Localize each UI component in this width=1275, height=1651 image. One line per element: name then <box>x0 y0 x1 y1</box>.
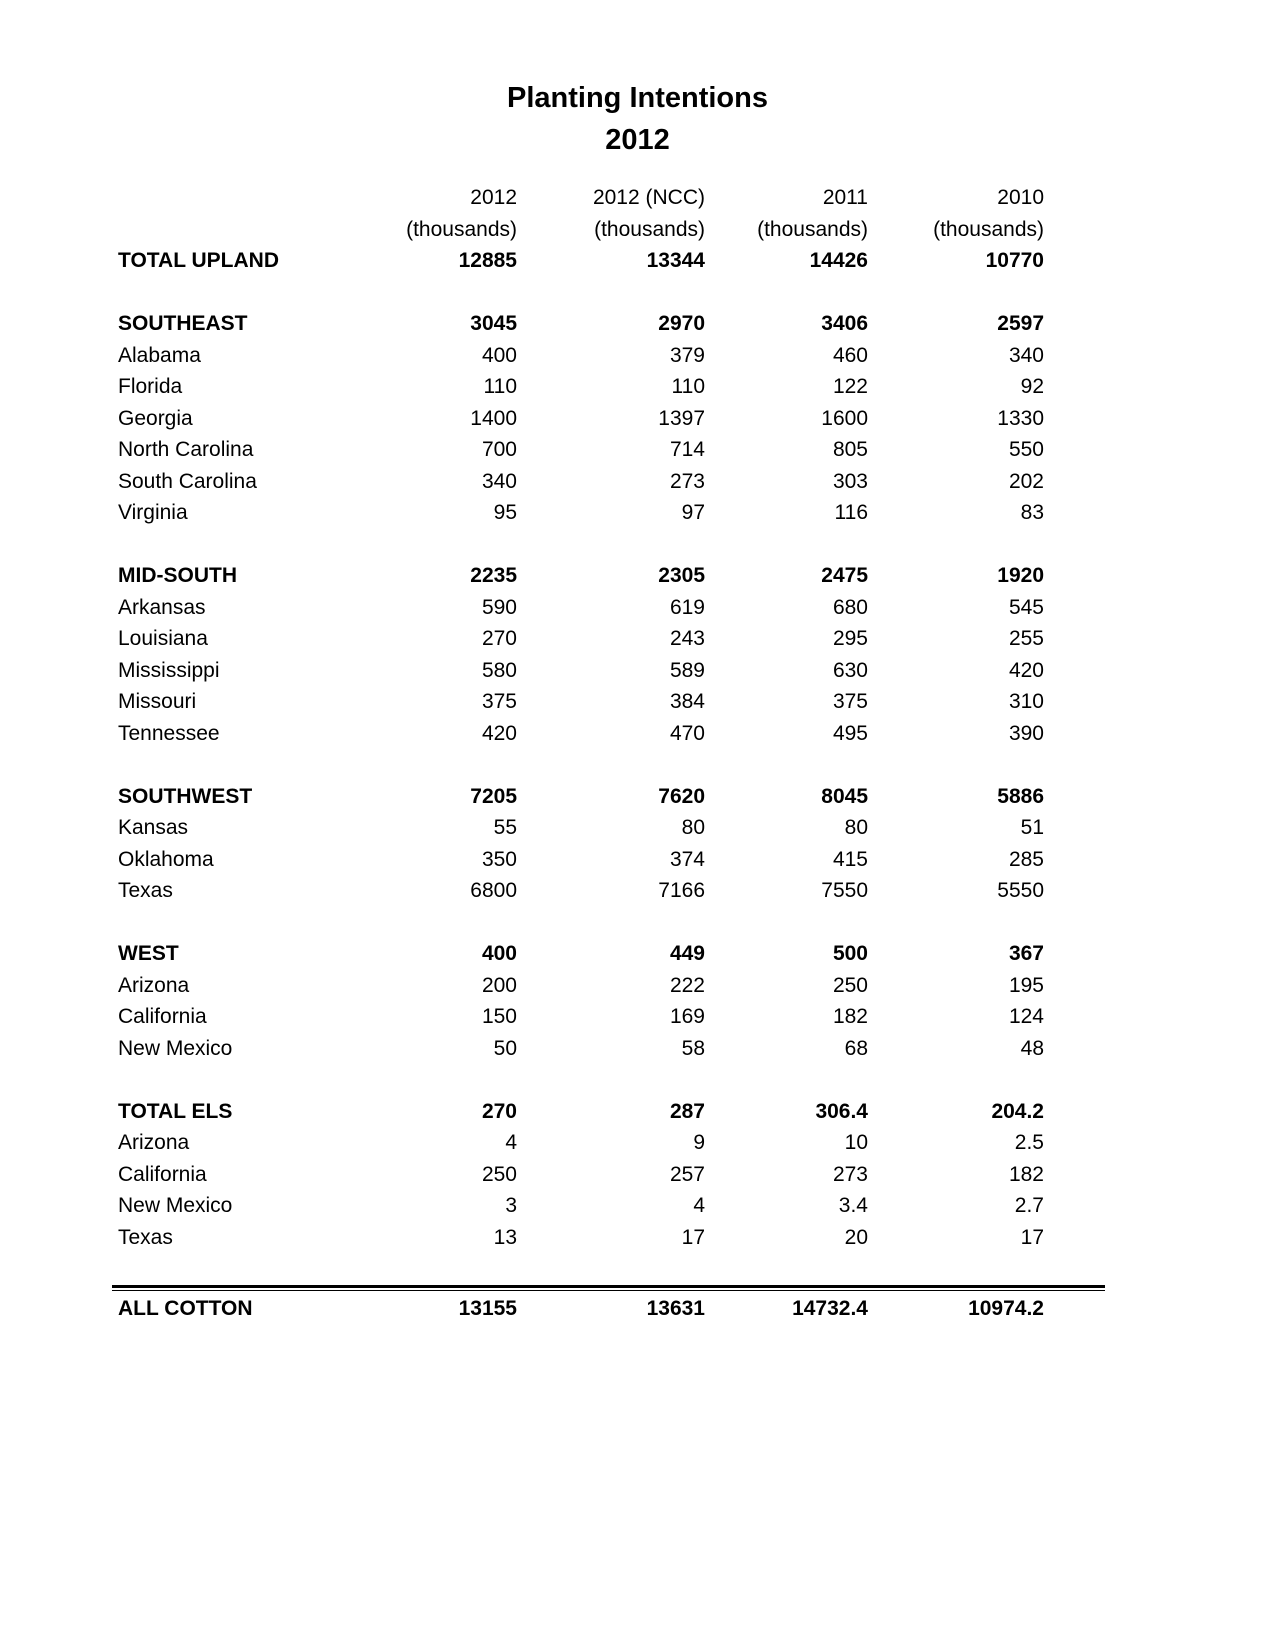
region-row-southeast-value-col2: 2970 <box>658 312 705 335</box>
state-row <box>112 403 1097 435</box>
state-row-label: North Carolina <box>118 438 254 461</box>
state-row-value-col1: 590 <box>481 595 517 619</box>
state-row <box>112 812 1097 844</box>
state-row-value-col4: 48 <box>1020 1036 1044 1060</box>
state-row-value-col1: 95 <box>493 501 517 524</box>
state-row-value-col4: 255 <box>1008 627 1044 650</box>
state-row-value-col4: 2.7 <box>1014 1194 1044 1217</box>
region-row-mid-south-value-col3: 2475 <box>821 564 868 587</box>
state-row-label: Tennessee <box>118 721 220 745</box>
state-row-value-col4: 92 <box>1020 375 1044 398</box>
state-row <box>112 592 1097 624</box>
state-row-value-col1: 340 <box>481 469 517 493</box>
state-row-value-col3: 1600 <box>821 406 868 430</box>
state-row-value-col3: 303 <box>832 469 868 493</box>
region-row-southwest-value-col1: 7205 <box>470 784 517 808</box>
region-row-mid-south-value-col2: 2305 <box>658 564 705 587</box>
state-row-value-col2: 243 <box>669 627 705 650</box>
column-header-year-1: 2012 <box>470 186 517 209</box>
region-row-mid-south <box>112 560 1097 592</box>
state-row <box>112 655 1097 687</box>
state-row-label: Texas <box>118 1225 173 1249</box>
row-spacer <box>112 277 1097 309</box>
column-header-year-2: 2012 (NCC) <box>592 186 705 209</box>
total-upland-row-value-col3: 14426 <box>809 249 868 272</box>
state-row-value-col1: 3 <box>505 1194 517 1217</box>
region-row-west-value-col2: 449 <box>669 942 705 965</box>
column-header-unit-3: (thousands) <box>757 217 868 241</box>
state-row-value-col2: 384 <box>669 690 705 713</box>
region-row-mid-south-value-col4: 1920 <box>997 564 1044 587</box>
state-row-value-col1: 110 <box>483 375 517 398</box>
region-row-southeast-value-col1: 3045 <box>470 312 517 335</box>
state-row-value-col4: 17 <box>1020 1225 1044 1249</box>
state-row-value-col2: 110 <box>671 375 705 398</box>
row-spacer <box>112 907 1097 939</box>
page-subtitle-year: 2012 <box>605 124 670 156</box>
state-row-value-col3: 7550 <box>821 879 868 902</box>
state-row-value-col4: 124 <box>1008 1005 1044 1028</box>
total-upland-row-value-col4: 10770 <box>985 249 1044 272</box>
state-row <box>112 623 1097 655</box>
region-row-mid-south-value-col1: 2235 <box>470 564 517 587</box>
state-row-label: Georgia <box>118 406 193 430</box>
state-row-value-col2: 470 <box>669 721 705 745</box>
state-row <box>112 466 1097 498</box>
column-header-year-3: 2011 <box>822 186 868 209</box>
state-row-value-col4: 340 <box>1008 343 1044 367</box>
state-row-value-col3: 3.4 <box>838 1194 868 1217</box>
state-row-label: Mississippi <box>118 658 220 682</box>
state-row <box>112 340 1097 372</box>
state-row-value-col2: 589 <box>669 658 705 682</box>
total-upland-row-label: TOTAL UPLAND <box>118 249 279 272</box>
region-row-total-els-value-col1: 270 <box>481 1099 517 1123</box>
state-row-value-col3: 10 <box>844 1131 868 1154</box>
state-row-value-col3: 495 <box>832 721 868 745</box>
state-row-value-col3: 20 <box>844 1225 868 1249</box>
region-row-southeast-value-col3: 3406 <box>821 312 868 335</box>
state-row-value-col1: 1400 <box>470 406 517 430</box>
state-row-value-col3: 630 <box>832 658 868 682</box>
region-row-total-els-value-col2: 287 <box>669 1099 705 1123</box>
state-row-value-col3: 415 <box>832 847 868 871</box>
region-row-southwest <box>112 781 1097 813</box>
state-row <box>112 970 1097 1002</box>
double-rule-divider <box>112 1285 1105 1291</box>
all-cotton-label: ALL COTTON <box>118 1297 253 1320</box>
all-cotton-value-col3: 14732.4 <box>792 1297 868 1320</box>
state-row-label: Missouri <box>118 690 197 713</box>
state-row <box>112 1159 1097 1191</box>
state-row <box>112 1001 1097 1033</box>
state-row-value-col3: 116 <box>834 501 868 524</box>
state-row-value-col4: 545 <box>1008 595 1044 619</box>
state-row <box>112 875 1097 907</box>
region-row-west-value-col3: 500 <box>832 942 868 965</box>
state-row-label: New Mexico <box>118 1036 233 1060</box>
state-row <box>112 686 1097 718</box>
state-row-value-col1: 420 <box>481 721 517 745</box>
state-row-value-col1: 50 <box>493 1036 517 1060</box>
state-row-value-col2: 273 <box>669 469 705 493</box>
state-row-value-col2: 7166 <box>658 879 705 902</box>
column-header-year-4: 2010 <box>997 186 1044 209</box>
all-cotton-value-col1: 13155 <box>458 1297 517 1320</box>
state-row-value-col1: 200 <box>481 973 517 997</box>
state-row-label: Texas <box>118 879 173 902</box>
state-row-value-col2: 1397 <box>658 406 705 430</box>
state-row-value-col4: 550 <box>1008 438 1044 461</box>
state-row-label: Alabama <box>118 343 201 367</box>
state-row-value-col3: 68 <box>844 1036 868 1060</box>
state-row-value-col2: 58 <box>681 1036 705 1060</box>
state-row-value-col4: 2.5 <box>1014 1131 1044 1154</box>
state-row-value-col4: 1330 <box>997 406 1044 430</box>
header-units-row <box>112 214 1097 246</box>
header-years-row <box>112 182 1097 214</box>
total-upland-row <box>112 245 1097 277</box>
state-row-value-col2: 257 <box>669 1162 705 1186</box>
state-row-label: Arizona <box>118 1131 190 1154</box>
state-row-label: Florida <box>118 375 183 398</box>
state-row-value-col3: 375 <box>832 690 868 713</box>
state-row-value-col1: 375 <box>481 690 517 713</box>
total-upland-row-value-col2: 13344 <box>646 249 705 272</box>
region-row-west <box>112 938 1097 970</box>
all-cotton-value-col4: 10974.2 <box>968 1297 1044 1320</box>
row-spacer <box>112 1064 1097 1096</box>
region-row-total-els-value-col3: 306.4 <box>815 1099 868 1123</box>
state-row-value-col1: 150 <box>481 1005 517 1028</box>
state-row <box>112 497 1097 529</box>
region-row-southwest-value-col4: 5886 <box>997 784 1044 808</box>
state-row-value-col2: 222 <box>669 973 705 997</box>
state-row-value-col1: 250 <box>481 1162 517 1186</box>
column-header-unit-4: (thousands) <box>933 217 1044 241</box>
state-row <box>112 371 1097 403</box>
all-cotton-value-col2: 13631 <box>646 1297 705 1320</box>
state-row <box>112 1033 1097 1065</box>
state-row-value-col2: 17 <box>681 1225 705 1249</box>
state-row-label: California <box>118 1005 207 1028</box>
region-row-west-value-col1: 400 <box>481 942 517 965</box>
state-row-label: Oklahoma <box>118 847 214 871</box>
region-row-total-els <box>112 1096 1097 1128</box>
state-row-value-col4: 420 <box>1008 658 1044 682</box>
state-row-value-col3: 805 <box>832 438 868 461</box>
total-upland-row-value-col1: 12885 <box>458 249 517 272</box>
state-row-value-col2: 714 <box>669 438 705 461</box>
state-row-value-col2: 379 <box>669 343 705 367</box>
state-row-label: Kansas <box>118 816 189 839</box>
state-row-value-col4: 285 <box>1008 847 1044 871</box>
region-row-southeast-value-col4: 2597 <box>997 312 1044 335</box>
state-row <box>112 844 1097 876</box>
state-row-value-col2: 9 <box>693 1131 705 1154</box>
region-row-southeast-label: SOUTHEAST <box>118 312 248 335</box>
state-row-label: South Carolina <box>118 469 257 493</box>
state-row <box>112 718 1097 750</box>
state-row-value-col4: 390 <box>1008 721 1044 745</box>
state-row-value-col3: 122 <box>832 375 868 398</box>
row-spacer <box>112 749 1097 781</box>
state-row <box>112 434 1097 466</box>
region-row-mid-south-label: MID-SOUTH <box>118 564 237 587</box>
state-row-value-col1: 55 <box>493 816 517 839</box>
region-row-southwest-value-col3: 8045 <box>821 784 868 808</box>
planting-table <box>112 182 1097 1253</box>
column-header-unit-2: (thousands) <box>594 217 705 241</box>
state-row-value-col1: 13 <box>493 1225 517 1249</box>
state-row-value-col2: 374 <box>669 847 705 871</box>
state-row-label: California <box>118 1162 207 1186</box>
state-row-value-col2: 619 <box>669 595 705 619</box>
state-row-value-col2: 4 <box>693 1194 705 1217</box>
region-row-west-label: WEST <box>118 942 179 965</box>
state-row-value-col4: 51 <box>1020 816 1044 839</box>
state-row-label: Virginia <box>118 501 188 524</box>
state-row <box>112 1190 1097 1222</box>
region-row-total-els-value-col4: 204.2 <box>991 1099 1044 1123</box>
state-row-value-col3: 182 <box>832 1005 868 1028</box>
state-row-value-col3: 460 <box>832 343 868 367</box>
region-row-southeast <box>112 308 1097 340</box>
region-row-total-els-label: TOTAL ELS <box>118 1099 233 1123</box>
state-row-value-col2: 97 <box>681 501 705 524</box>
state-row <box>112 1127 1097 1159</box>
state-row-value-col1: 400 <box>481 343 517 367</box>
state-row-value-col2: 169 <box>669 1005 705 1028</box>
state-row-value-col1: 350 <box>481 847 517 871</box>
region-row-west-value-col4: 367 <box>1008 942 1044 965</box>
page-title: Planting Intentions <box>507 82 768 114</box>
state-row-label: Arizona <box>118 973 190 997</box>
row-spacer <box>112 529 1097 561</box>
state-row-value-col4: 310 <box>1008 690 1044 713</box>
state-row-label: New Mexico <box>118 1194 233 1217</box>
all-cotton-row <box>112 1293 1097 1325</box>
state-row-value-col3: 273 <box>832 1162 868 1186</box>
state-row-label: Louisiana <box>118 627 208 650</box>
state-row-value-col3: 680 <box>832 595 868 619</box>
region-row-southwest-label: SOUTHWEST <box>118 784 253 808</box>
state-row-value-col4: 195 <box>1008 973 1044 997</box>
state-row-value-col1: 6800 <box>470 879 517 902</box>
column-header-unit-1: (thousands) <box>406 217 517 241</box>
region-row-southwest-value-col2: 7620 <box>658 784 705 808</box>
state-row-value-col1: 700 <box>481 438 517 461</box>
state-row-value-col4: 83 <box>1020 501 1044 524</box>
state-row-value-col4: 5550 <box>997 879 1044 902</box>
state-row-value-col1: 4 <box>505 1131 517 1154</box>
state-row-value-col2: 80 <box>681 816 705 839</box>
state-row-label: Arkansas <box>118 595 206 619</box>
state-row-value-col3: 80 <box>844 816 868 839</box>
state-row-value-col1: 580 <box>481 658 517 682</box>
state-row <box>112 1222 1097 1254</box>
state-row-value-col3: 250 <box>832 973 868 997</box>
state-row-value-col1: 270 <box>481 627 517 650</box>
state-row-value-col4: 182 <box>1008 1162 1044 1186</box>
state-row-value-col3: 295 <box>832 627 868 650</box>
state-row-value-col4: 202 <box>1008 469 1044 493</box>
